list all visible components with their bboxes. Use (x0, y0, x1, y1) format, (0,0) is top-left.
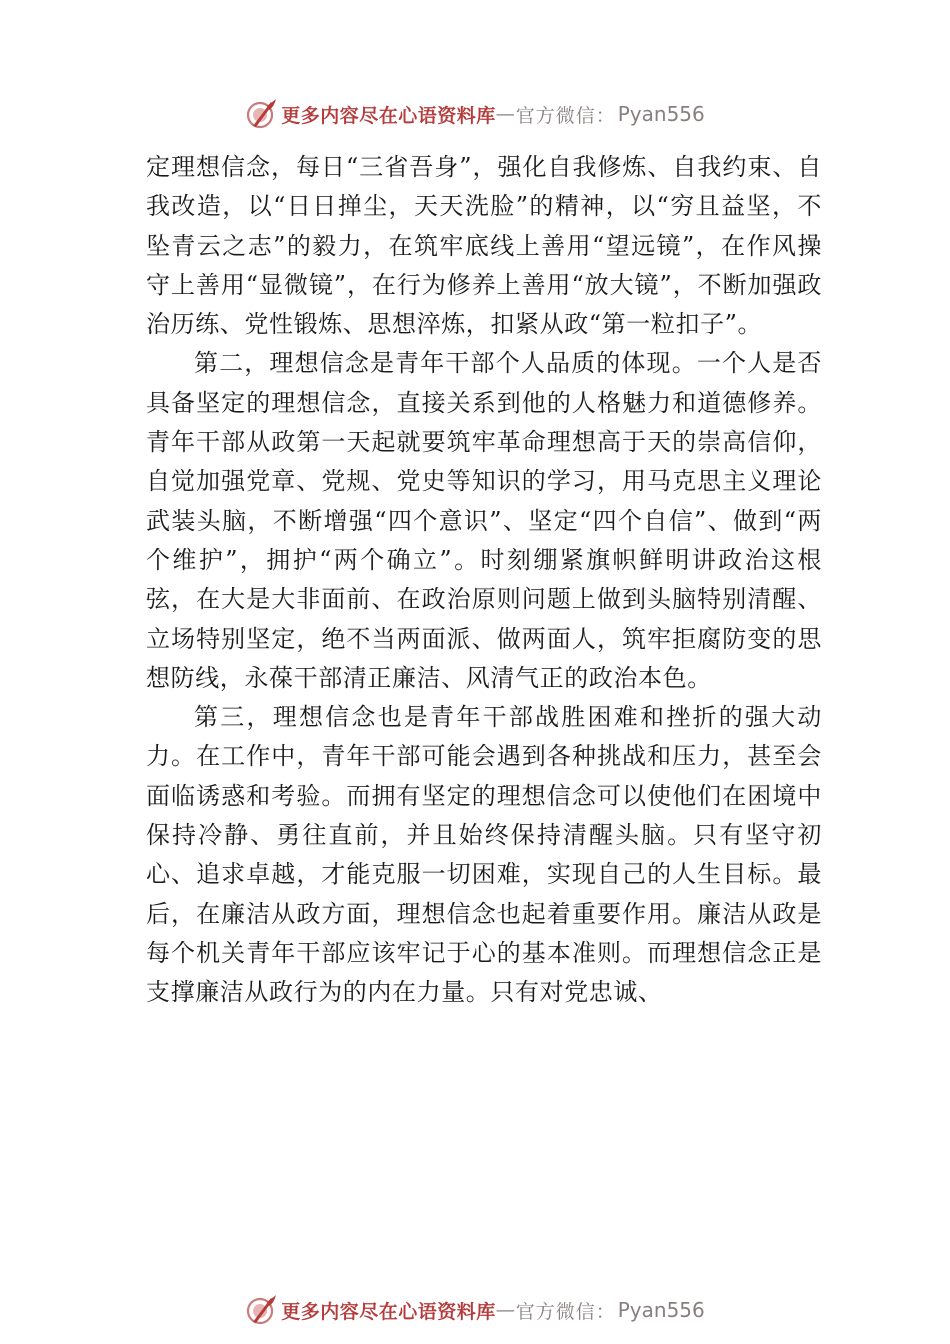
wechat-id: Pyan556 (617, 102, 705, 126)
wechat-id: Pyan556 (617, 1298, 705, 1322)
document-body (146, 148, 822, 1013)
brand-text: 更多内容尽在心语资料库 (281, 1300, 496, 1323)
banner-dash: — (495, 1299, 516, 1321)
banner-dash: — (495, 103, 516, 125)
header-banner (0, 94, 950, 134)
paragraph-third: 第三，理想信念也是青年干部战胜困难和挫折的强大动力。在工作中，青年干部可能会遇到各种挑战和压力，甚至会面临诱惑和考验。而拥有坚定的理想信念可以使他们在困境中保持冷静、勇往直前，并且始终保持清醒头脑。只有坚守初心、追求卓越，才能克服一切困难，实现自己的人生目标。最后，在廉洁从政方面，理想信念也起着重要作用。廉洁从政是每个机关青年干部应该牢记于心的基本准则。而理想信念正是支撑廉洁从政行为的内在力量。只有对党忠诚、 (146, 703, 822, 1007)
paragraph-continued: 定理想信念，每日“三省吾身”，强化自我修炼、自我约束、自我改造，以“日日掸尘，天天洗脸”的精神，以“穷且益坚，不坠青云之志”的毅力，在筑牢底线上善用“望远镜”，在作风操守上善用“显微镜”，在行为修养上善用“放大镜”，不断加强政治历练、党性锻炼、思想淬炼，扣紧从政“第一粒扣子”。 (146, 153, 822, 339)
brand-text: 更多内容尽在心语资料库 (281, 104, 496, 127)
footer-banner (0, 1290, 950, 1330)
quill-pen-seal-icon (245, 98, 277, 130)
wechat-label: 官方微信： (515, 104, 616, 127)
quill-pen-seal-icon (245, 1294, 277, 1326)
wechat-label: 官方微信： (515, 1300, 616, 1323)
paragraph-second: 第二，理想信念是青年干部个人品质的体现。一个人是否具备坚定的理想信念，直接关系到他的人格魅力和道德修养。青年干部从政第一天起就要筑牢革命理想高于天的崇高信仰，自觉加强党章、党规、党史等知识的学习，用马克思主义理论武装头脑，不断增强“四个意识”、坚定“四个自信”、做到“两个维护”，拥护“两个确立”。时刻绷紧旗帜鲜明讲政治这根弦，在大是大非面前、在政治原则问题上做到头脑特别清醒、立场特别坚定，绝不当两面派、做两面人，筑牢拒腐防变的思想防线，永葆干部清正廉洁、风清气正的政治本色。 (146, 349, 822, 692)
